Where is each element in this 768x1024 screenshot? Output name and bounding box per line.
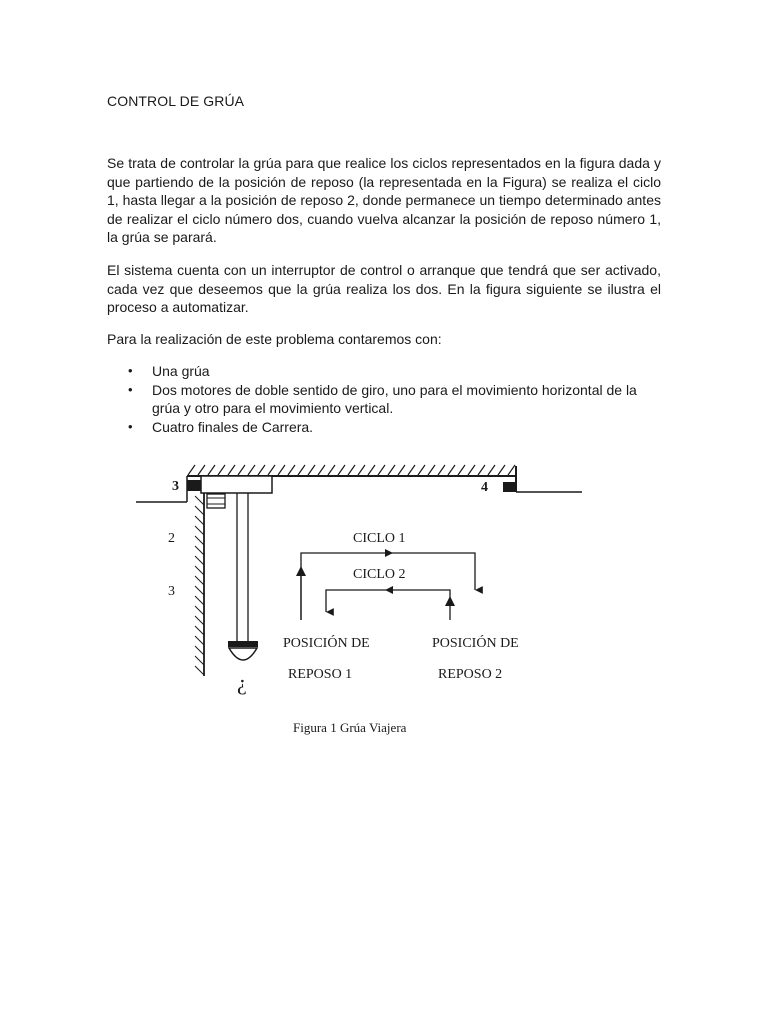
paragraph-resources: Para la realización de este problema contaremos con: [107, 331, 442, 347]
label-posicion-reposo-1-line1: POSICIÓN DE [283, 636, 370, 651]
bullet-icon: • [128, 418, 133, 434]
paragraph-intro: Se trata de controlar la grúa para que realice los ciclos representados en la figura dada y que partiendo de la posición de reposo (la representada en la Figura) se realiza el ciclo 1, hasta llegar a la posición de reposo 2, donde permanece un tiempo determinado antes de realizar el ciclo número dos, cuando vuelva alcanzar la posición de reposo número 1, la grúa se parará. [107, 155, 661, 246]
bullet-icon: • [128, 363, 133, 378]
limit-switch-3 [187, 480, 201, 491]
document-title: CONTROL DE GRÚA [107, 93, 245, 109]
bullet-icon: • [128, 381, 133, 397]
label-switch-2: 2 [168, 531, 175, 546]
left-column [195, 492, 204, 676]
figure-caption: Figura 1 Grúa Viajera [293, 720, 407, 735]
label-posicion-reposo-2-line1: POSICIÓN DE [432, 636, 519, 651]
label-switch-4: 4 [481, 480, 488, 495]
hook-block [228, 641, 258, 660]
label-ciclo-2: CICLO 2 [353, 567, 406, 582]
limit-switch-4 [503, 482, 516, 492]
crane-trolley [201, 476, 272, 493]
hook-icon: ¿ [237, 670, 247, 695]
list-item-text: Una grúa [152, 363, 210, 379]
hoist-mast [237, 493, 248, 642]
label-posicion-reposo-1-line2: REPOSO 1 [288, 667, 353, 682]
label-switch-3-top: 3 [172, 479, 179, 494]
ciclo-1-path [296, 549, 475, 620]
paragraph-system: El sistema cuenta con un interruptor de control o arranque que tendrá que ser activado, cada vez que deseemos que la grúa realiza los dos. En la figura siguiente se ilustra el proceso a automatizar. [107, 262, 661, 316]
label-posicion-reposo-2-line2: REPOSO 2 [438, 667, 503, 682]
limit-switch-2 [207, 494, 225, 508]
label-ciclo-1: CICLO 1 [353, 531, 406, 546]
list-item-text: Dos motores de doble sentido de giro, uno para el movimiento horizontal de la grúa y otro para el movimiento vertical. [152, 381, 637, 417]
label-switch-3-side: 3 [168, 584, 175, 599]
list-item-text: Cuatro finales de Carrera. [152, 418, 314, 435]
ciclo-2-path [326, 586, 455, 620]
